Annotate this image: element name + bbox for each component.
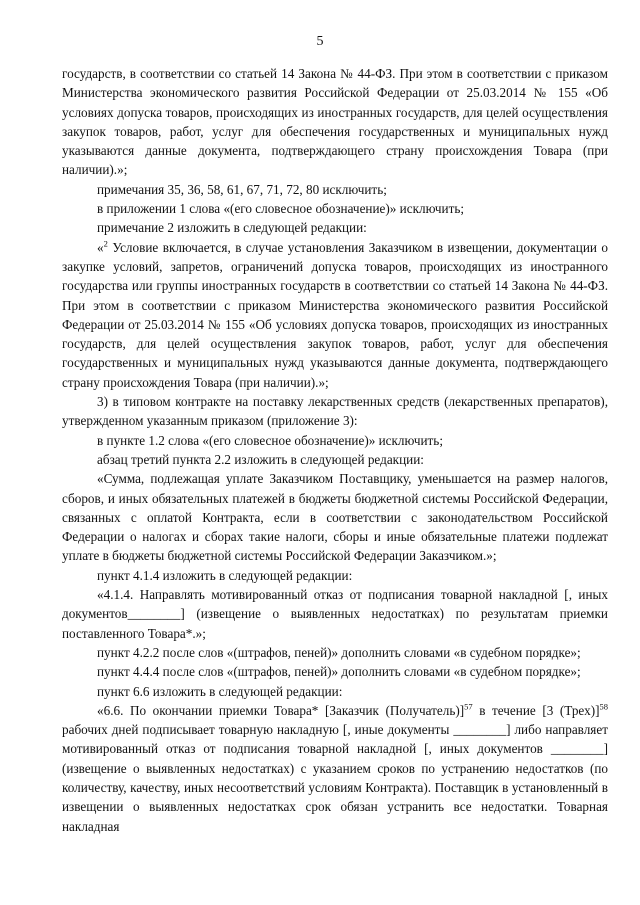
paragraph-9: «Сумма, подлежащая уплате Заказчиком Поставщику, уменьшается на размер налогов, сборов, и иных обязательных платежей в бюджеты бюджетной системы Российской Федерации, связанных с оплатой Контракта, если в соответствии с законодательством Российской Федерации о налогах и сборах такие налоги, сборы и иные обязательные платежи подлежат уплате в бюджеты бюджетной системы Российской Федерации Заказчиком.»; [62,471,608,564]
footnote-mark-58: 58 [599,701,608,712]
paragraph-8: абзац третий пункта 2.2 изложить в следующей редакции: [97,451,424,467]
footnote-mark-57: 57 [464,701,473,712]
paragraph-3: в приложении 1 слова «(его словесное обозначение)» исключить; [97,201,465,217]
paragraph-15-mid: в течение [3 (Трех)] [472,702,600,718]
paragraph-15-text: рабочих дней подписывает товарную накладную [, иные документы ________] либо направляет мотивированный отказ от подписания товарной накладной [, иных документов ________] (извещение о выявленных недостатках) с указанием сроков по устранению недостатков (по количеству, качеству, иных несоответствий условиям Контракта). Поставщик в установленный в извещении о выявленных недостатках срок обязан устранить все недостатки. Товарная накладная [62,722,608,834]
paragraph-7: в пункте 1.2 слова «(его словесное обозначение)» исключить; [97,432,443,448]
paragraph-15-start: «6.6. По окончании приемки Товара* [Заказчик (Получатель)] [97,702,465,718]
paragraph-5-open: « [97,239,104,255]
paragraph-14: пункт 6.6 изложить в следующей редакции: [97,683,343,699]
paragraph-5-text: Условие включается, в случае установления Заказчиком в извещении, документации о закупке условий, запретов, ограничений допуска товаров, происходящих из иностранного государства или группы иностранных государств в соответствии со статьей 14 Закона № 44-ФЗ. При этом в соответствии с приказом Министерства экономического развития Российской Федерации от 25.03.2014 № 155 «Об условиях допуска товаров, происходящих из иностранных государств, для целей осуществления закупок товаров, работ, услуг для обеспечения государственных и муниципальных нужд указываются данные документа, подтверждающего страну происхождения Товара (при наличии).»; [62,239,608,390]
paragraph-13: пункт 4.4.4 после слов «(штрафов, пеней)» дополнить словами «в судебном порядке»; [97,664,581,680]
paragraph-6: 3) в типовом контракте на поставку лекарственных средств (лекарственных препаратов), утвержденном указанным приказом (приложение 3): [62,394,608,429]
paragraph-12: пункт 4.2.2 после слов «(штрафов, пеней)» дополнить словами «в судебном порядке»; [97,644,581,660]
paragraph-10: пункт 4.1.4 изложить в следующей редакции: [97,567,353,583]
paragraph-11: «4.1.4. Направлять мотивированный отказ от подписания товарной накладной [, иных документов________] (извещение о выявленных недостатках) по результатам приемки поставленного Товара*.»; [62,587,608,641]
paragraph-2: примечания 35, 36, 58, 61, 67, 71, 72, 80 исключить; [97,181,387,197]
paragraph-15 [62,701,608,836]
document-body [62,64,608,836]
footnote-mark-2: 2 [103,238,108,249]
paragraph-1: государств, в соответствии со статьей 14 Закона № 44-ФЗ. При этом в соответствии с приказом Министерства экономического развития Российской Федерации от 25.03.2014 № 155 «Об условиях допуска товаров, происходящих из иностранных государств, для целей осуществления закупок товаров, работ, услуг для обеспечения государственных и муниципальных нужд указываются данные документа, подтверждающего страну происхождения Товара (при наличии).»; [62,66,608,178]
paragraph-5 [62,238,608,392]
page-number: 5 [316,34,324,49]
paragraph-4: примечание 2 изложить в следующей редакции: [97,220,367,236]
